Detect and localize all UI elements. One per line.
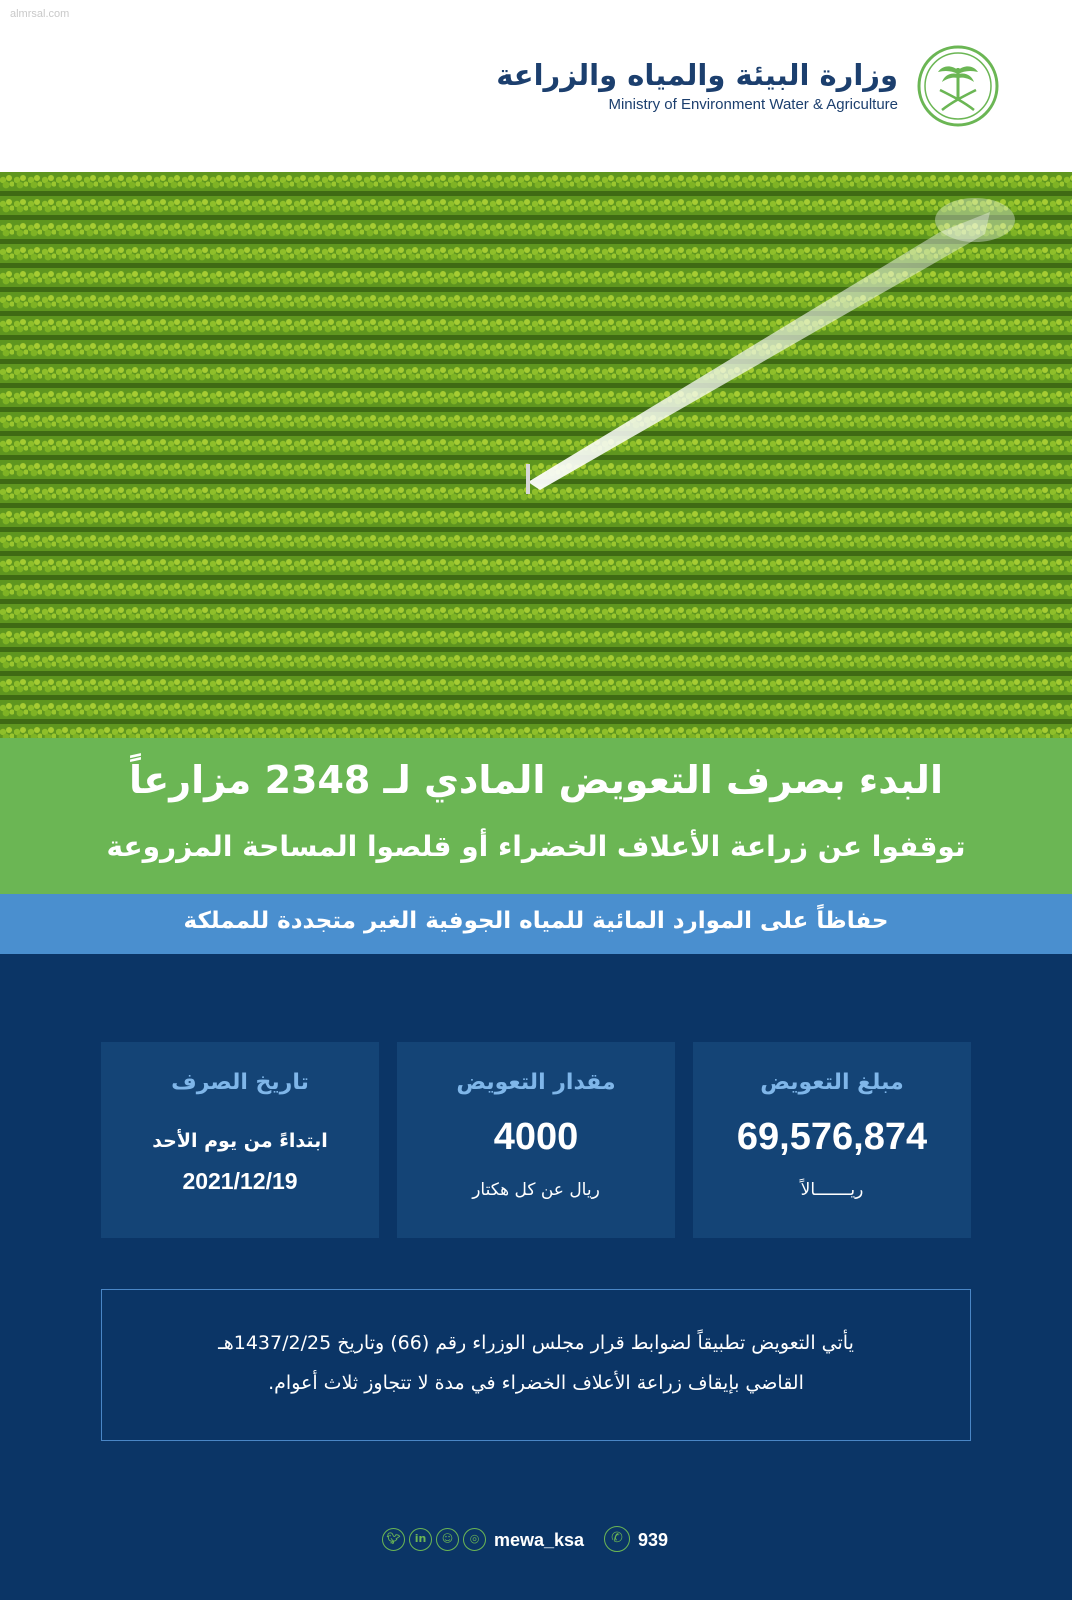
decision-note xyxy=(101,1289,971,1441)
card-date-line1: ابتداءً من يوم الأحد xyxy=(152,1130,328,1152)
card-amount xyxy=(693,1042,971,1238)
instagram-icon[interactable]: ◎ xyxy=(463,1528,486,1551)
watermark: almrsal.com xyxy=(10,8,70,20)
card-date xyxy=(101,1042,379,1238)
card-amount-value: 69,576,874 xyxy=(736,1116,928,1158)
card-rate-value: 4000 xyxy=(493,1116,579,1158)
note-line-2: القاضي بإيقاف زراعة الأعلاف الخضراء في مدة لا تتجاوز ثلاث أعوام. xyxy=(268,1372,804,1394)
linkedin-icon[interactable]: in xyxy=(409,1528,432,1551)
card-date-line2: 2021/12/19 xyxy=(182,1168,298,1194)
phone-icon[interactable]: ✆ xyxy=(604,1526,630,1552)
field-photo xyxy=(0,172,1072,738)
subheadline: توقفوا عن زراعة الأعلاف الخضراء أو قلصوا المساحة المزروعة xyxy=(106,830,966,863)
card-amount-unit: ريـــــــالاً xyxy=(800,1180,864,1200)
brand-text xyxy=(496,59,898,113)
headline-band xyxy=(0,738,1072,894)
card-amount-title: مبلغ التعويض xyxy=(760,1070,904,1095)
ministry-brand[interactable] xyxy=(496,44,1000,128)
org-name-ar: وزارة البيئة والمياه والزراعة xyxy=(496,57,898,92)
snapchat-icon[interactable]: ☺ xyxy=(436,1528,459,1551)
card-rate-title: مقدار التعويض xyxy=(456,1070,616,1095)
card-rate-unit: ريال عن كل هكتار xyxy=(472,1180,600,1200)
phone-number[interactable]: 939 xyxy=(638,1530,669,1550)
twitter-icon[interactable]: 🐦︎ xyxy=(382,1528,405,1551)
social-handle[interactable]: mewa_ksa xyxy=(494,1530,585,1550)
header xyxy=(0,0,1072,172)
card-rate xyxy=(397,1042,675,1238)
headline: البدء بصرف التعويض المادي لـ 2348 مزارعاً xyxy=(129,758,943,802)
note-line-1: يأتي التعويض تطبيقاً لضوابط قرار مجلس الوزراء رقم (66) وتاريخ 1437/2/25هـ xyxy=(218,1332,854,1354)
aerial-field-illustration xyxy=(0,172,1072,738)
palm-swords-emblem-icon xyxy=(916,44,1000,128)
sprinkler-head xyxy=(526,464,530,494)
social-links xyxy=(382,1528,486,1551)
footer xyxy=(0,1522,1072,1562)
stats-cards xyxy=(101,1042,971,1238)
org-name-en: Ministry of Environment Water & Agriculture xyxy=(608,96,898,114)
card-date-title: تاريخ الصرف xyxy=(171,1070,309,1095)
banner-text: حفاظاً على الموارد المائية للمياه الجوفية الغير متجددة للمملكة xyxy=(183,908,889,934)
banner-band xyxy=(0,894,1072,954)
